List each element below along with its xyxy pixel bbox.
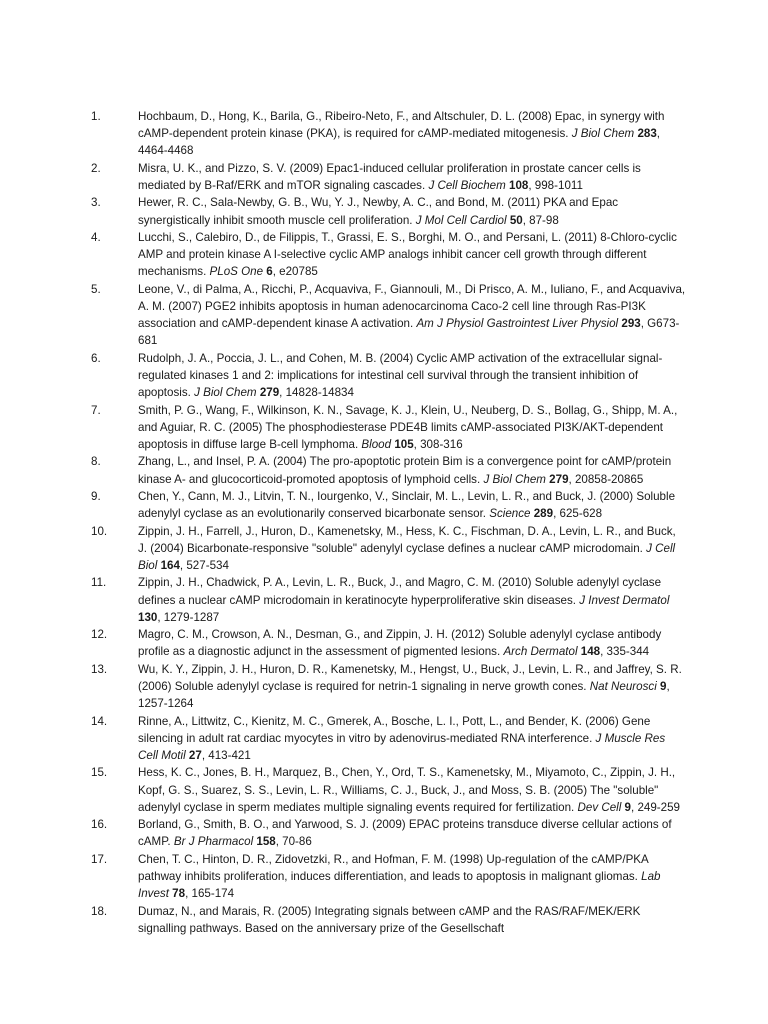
reference-number: 14. (91, 714, 108, 728)
reference-volume: 105 (394, 437, 414, 451)
reference-volume: 27 (188, 748, 202, 762)
reference-text (138, 764, 687, 816)
reference-number: 12. (91, 628, 108, 642)
reference-pages: , 335-344 (600, 645, 650, 659)
reference-text (138, 350, 687, 402)
reference-number: 13. (91, 662, 108, 676)
reference-authors-title: Chen, T. C., Hinton, D. R., Zidovetzki, R., and Hofman, F. M. (1998) Up-regulation of the cAMP/PKA pathway inhibits proliferation, induces differentiation, and leads to apoptosis in malignant gliomas. (138, 852, 649, 883)
reference-journal: J Mol Cell Cardiol (415, 213, 507, 227)
reference-item (91, 453, 687, 487)
reference-pages: , 70-86 (275, 835, 312, 849)
reference-journal: J Muscle Res Cell Motil (138, 731, 666, 762)
reference-authors-title: Rinne, A., Littwitz, C., Kienitz, M. C., Gmerek, A., Bosche, L. I., Pott, L., and Bender, K. (2006) Gene silencing in adult rat cardiac myocytes in vitro by adenovirus-mediated RNA interference. (138, 714, 651, 745)
reference-item (91, 851, 687, 903)
reference-authors-title: Hewer, R. C., Sala-Newby, G. B., Wu, Y. J., Newby, A. C., and Bond, M. (2011) PKA and Epac synergistically inhibit smooth muscle cell proliferation. (138, 196, 619, 227)
reference-pages: , 527-534 (179, 558, 229, 572)
reference-text (138, 160, 687, 194)
reference-volume: 283 (637, 127, 657, 141)
reference-journal: J Biol Chem (483, 472, 546, 486)
reference-pages: , e20785 (272, 265, 318, 279)
reference-item (91, 402, 687, 454)
reference-number: 18. (91, 904, 108, 918)
reference-authors-title: Leone, V., di Palma, A., Ricchi, P., Acquaviva, F., Giannouli, M., Di Prisco, A. M., Iuliano, F., and Acquaviva, A. M. (2007) PGE2 inhibits apoptosis in human adenocarcinoma Caco-2 cell line through Ras-PI3K association and cAMP-dependent kinase A activation. (138, 282, 686, 331)
reference-journal: J Cell Biol (138, 541, 676, 572)
reference-pages: , 249-259 (631, 800, 680, 814)
reference-pages: , 4464-4468 (138, 127, 661, 158)
reference-authors-title: Lucchi, S., Calebiro, D., de Filippis, T., Grassi, E. S., Borghi, M. O., and Persani, L. (2011) 8-Chloro-cyclic AMP and protein kinase A I-selective cyclic AMP analogs inhibit cancer cell growth through different mechanisms. (138, 230, 677, 279)
reference-volume: 279 (259, 386, 280, 400)
reference-number: 10. (91, 524, 108, 538)
reference-number: 4. (91, 230, 101, 244)
reference-text (138, 816, 687, 850)
reference-item (91, 661, 687, 713)
reference-item (91, 523, 687, 575)
reference-authors-title: Rudolph, J. A., Poccia, J. L., and Cohen, M. B. (2004) Cyclic AMP activation of the extracellular signal-regulated kinases 1 and 2: implications for intestinal cell survival through the transient inhibition of apoptosis. (138, 351, 663, 400)
reference-number: 3. (91, 196, 101, 210)
reference-volume: 148 (580, 645, 601, 659)
reference-number: 11. (91, 576, 107, 590)
reference-volume: 78 (172, 887, 186, 901)
reference-authors-title: Zippin, J. H., Farrell, J., Huron, D., Kamenetsky, M., Hess, K. C., Fischman, D. A., Levin, L. R., and Buck, J. (2004) Bicarbonate-responsive "soluble" adenylyl cyclase defines a nuclear cAMP microdomain. (138, 524, 676, 555)
reference-text (138, 903, 687, 937)
reference-journal: J Biol Chem (571, 127, 635, 141)
reference-item (91, 194, 687, 228)
reference-pages: , 20858-20865 (568, 472, 644, 486)
reference-journal: Am J Physiol Gastrointest Liver Physiol (416, 317, 619, 331)
reference-number: 17. (91, 852, 108, 866)
reference-authors-title: Magro, C. M., Crowson, A. N., Desman, G., and Zippin, J. H. (2012) Soluble adenylyl cyclase antibody profile as a diagnostic adjunct in the assessment of pigmented lesions. (138, 628, 662, 659)
reference-authors-title: Chen, Y., Cann, M. J., Litvin, T. N., Iourgenko, V., Sinclair, M. L., Levin, L. R., and Buck, J. (2000) Soluble adenylyl cyclase as an evolutionarily conserved bicarbonate sensor. (138, 489, 676, 521)
reference-pages: , 1279-1287 (157, 610, 220, 624)
reference-item (91, 764, 687, 816)
reference-journal: Br J Pharmacol (173, 835, 254, 849)
reference-item (91, 229, 687, 281)
reference-text (138, 661, 687, 713)
reference-authors-title: Dumaz, N., and Marais, R. (2005) Integrating signals between cAMP and the RAS/RAF/MEK/ERK signalling pathways. Based on the anniversary prize of the Gesellschaft (138, 904, 641, 935)
reference-journal: Science (489, 507, 531, 521)
reference-text (138, 851, 687, 903)
reference-text (138, 574, 687, 626)
reference-item (91, 350, 687, 402)
reference-text (138, 229, 687, 281)
reference-volume: 164 (160, 558, 180, 572)
reference-pages: , 308-316 (413, 437, 463, 451)
reference-number: 2. (91, 161, 101, 175)
reference-volume: 279 (549, 472, 569, 486)
reference-authors-title: Zippin, J. H., Chadwick, P. A., Levin, L. R., Buck, J., and Magro, C. M. (2010) Soluble adenylyl cyclase defines a nuclear cAMP microdomain in keratinocyte hyperproliferative skin diseases. (138, 576, 662, 607)
reference-volume: 9 (624, 800, 631, 814)
reference-text (138, 108, 687, 160)
reference-text (138, 523, 687, 575)
reference-journal: J Cell Biochem (428, 179, 506, 192)
reference-number: 16. (91, 818, 108, 832)
reference-item (91, 816, 687, 850)
reference-journal: Arch Dermatol (503, 645, 578, 659)
reference-journal: PLoS One (209, 265, 264, 279)
reference-pages: , 998-1011 (528, 179, 583, 192)
reference-number: 6. (91, 351, 101, 365)
reference-authors-title: Hess, K. C., Jones, B. H., Marquez, B., Chen, Y., Ord, T. S., Kamenetsky, M., Miyamoto, C., Zippin, J. H., Kopf, G. S., Suarez, S. S., Levin, L. R., Williams, C. J., Buck, J., and Moss, S. B. (2005) The "soluble" adenylyl cyclase in sperm mediates multiple signaling events required for fertilization. (138, 766, 676, 814)
reference-volume: 6 (266, 265, 273, 279)
reference-pages: , 165-174 (185, 887, 235, 901)
reference-volume: 293 (621, 317, 641, 331)
reference-number: 8. (91, 455, 101, 469)
reference-authors-title: Misra, U. K., and Pizzo, S. V. (2009) Epac1-induced cellular proliferation in prostate cancer cells is mediated by B-Raf/ERK and mTOR signaling cascades. (138, 161, 641, 192)
reference-number: 5. (91, 282, 101, 296)
reference-number: 7. (91, 403, 101, 417)
reference-pages: , 413-421 (201, 748, 251, 762)
reference-item (91, 626, 687, 660)
reference-journal: J Biol Chem (194, 386, 257, 400)
reference-journal: Lab Invest (138, 869, 661, 901)
reference-authors-title: Borland, G., Smith, B. O., and Yarwood, S. J. (2009) EPAC proteins transduce diverse cellular actions of cAMP. (138, 818, 672, 849)
reference-item (91, 574, 687, 626)
reference-text (138, 281, 687, 350)
reference-item (91, 713, 687, 765)
reference-text (138, 626, 687, 660)
reference-text (138, 713, 687, 765)
reference-item (91, 281, 687, 350)
reference-volume: 9 (660, 679, 667, 693)
reference-journal: Blood (361, 437, 392, 451)
reference-item (91, 160, 687, 194)
reference-number: 15. (91, 766, 108, 780)
reference-volume: 50 (509, 213, 523, 227)
reference-pages: , 625-628 (553, 507, 603, 521)
reference-volume: 158 (256, 835, 276, 849)
reference-item (91, 903, 687, 937)
reference-authors-title: Zhang, L., and Insel, P. A. (2004) The pro-apoptotic protein Bim is a convergence point for cAMP/protein kinase A- and glucocorticoid-promoted apoptosis of lymphoid cells. (138, 455, 672, 486)
reference-item (91, 488, 687, 522)
reference-pages: , G673-681 (138, 317, 680, 348)
reference-volume: 289 (533, 507, 554, 521)
reference-volume: 108 (509, 179, 529, 192)
reference-text (138, 453, 687, 487)
reference-pages: , 1257-1264 (138, 679, 670, 711)
reference-volume: 130 (138, 610, 158, 624)
reference-text (138, 194, 687, 228)
reference-item (91, 108, 687, 160)
reference-pages: , 87-98 (522, 213, 559, 227)
reference-authors-title: Hochbaum, D., Hong, K., Barila, G., Ribeiro-Neto, F., and Altschuler, D. L. (2008) Epac, in synergy with cAMP-dependent protein kinase (PKA), is required for cAMP-mediated mitogenesis. (138, 110, 665, 141)
reference-text (138, 488, 687, 522)
reference-journal: J Invest Dermatol (579, 593, 670, 607)
reference-authors-title: Smith, P. G., Wang, F., Wilkinson, K. N., Savage, K. J., Klein, U., Neuberg, D. S., Bollag, G., Shipp, M. A., and Aguiar, R. C. (2005) The phosphodiesterase PDE4B limits cAMP-associated PI3K/AKT-dependent apoptosis in diffuse large B-cell lymphoma. (138, 403, 678, 451)
reference-journal: Nat Neurosci (589, 679, 657, 693)
reference-list (91, 108, 687, 937)
reference-journal: Dev Cell (577, 800, 622, 814)
reference-number: 1. (91, 110, 101, 123)
reference-number: 9. (91, 489, 101, 503)
reference-pages: , 14828-14834 (279, 386, 354, 400)
reference-authors-title: Wu, K. Y., Zippin, J. H., Huron, D. R., Kamenetsky, M., Hengst, U., Buck, J., Levin, L. R., and Jaffrey, S. R. (2006) Soluble adenylyl cyclase is required for netrin-1 signaling in nerve growth cones. (138, 662, 682, 693)
reference-text (138, 402, 687, 454)
